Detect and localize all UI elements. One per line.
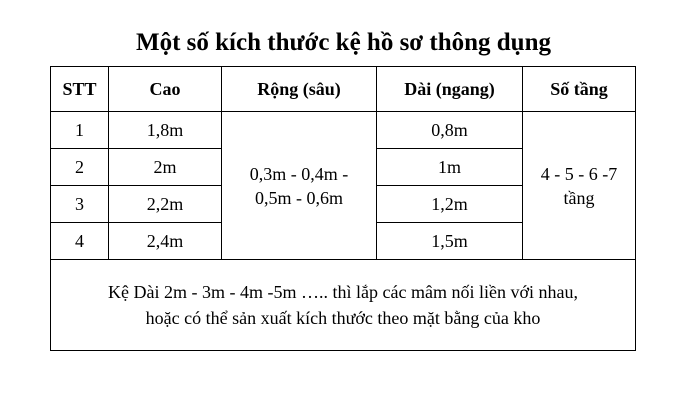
cell-rong-merged (222, 112, 377, 260)
header-dai: Dài (ngang) (377, 67, 523, 112)
so-tang-line: tầng (563, 187, 595, 208)
header-rong: Rộng (sâu) (222, 67, 377, 112)
table-note-row (51, 260, 636, 351)
header-cao: Cao (109, 67, 222, 112)
cell-dai: 1,2m (377, 186, 523, 223)
cell-cao: 2,4m (109, 223, 222, 260)
note-line: Kệ Dài 2m - 3m - 4m -5m ….. thì lắp các mâm nối liền với nhau, (108, 282, 578, 302)
note-line: hoặc có thể sản xuất kích thước theo mặt bằng của kho (145, 308, 541, 328)
header-so-tang: Số tầng (523, 67, 636, 112)
rong-line: 0,5m - 0,6m (255, 187, 343, 208)
cell-stt: 2 (51, 149, 109, 186)
cell-dai: 1m (377, 149, 523, 186)
cell-so-tang-merged (523, 112, 636, 260)
page-title: Một số kích thước kệ hồ sơ thông dụng (136, 29, 551, 56)
so-tang-line: 4 - 5 - 6 -7 (540, 163, 618, 184)
cell-cao: 1,8m (109, 112, 222, 149)
cell-stt: 1 (51, 112, 109, 149)
header-stt: STT (51, 67, 109, 112)
cell-dai: 1,5m (377, 223, 523, 260)
shelf-size-table (50, 66, 636, 351)
table-header-row (51, 67, 636, 112)
cell-cao: 2m (109, 149, 222, 186)
rong-line: 0,3m - 0,4m - (249, 163, 349, 184)
table-note (51, 260, 636, 351)
cell-stt: 4 (51, 223, 109, 260)
cell-cao: 2,2m (109, 186, 222, 223)
table-row (51, 112, 636, 149)
cell-stt: 3 (51, 186, 109, 223)
cell-dai: 0,8m (377, 112, 523, 149)
